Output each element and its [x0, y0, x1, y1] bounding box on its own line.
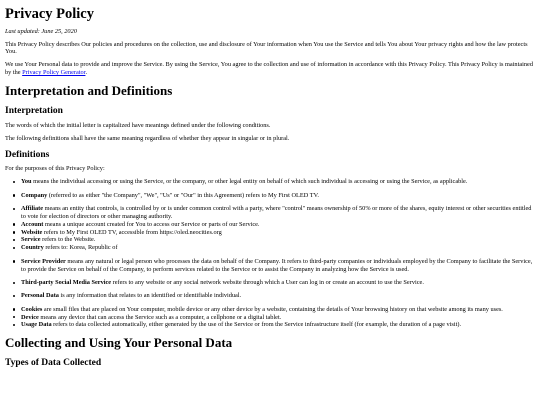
privacy-policy-generator-link[interactable]: Privacy Policy Generator [22, 69, 86, 77]
definitions-intro: For the purposes of this Privacy Policy: [5, 165, 105, 173]
page-title: Privacy Policy [5, 6, 94, 22]
definition-item-you: You means the individual accessing or using the Service, or the company, or other legal entity on behalf of which such individual is accessing or using the Service, as applicable. [21, 178, 535, 186]
interpretation-paragraph-2: The following definitions shall have the same meaning regardless of whether they appear in singular or in plural. [5, 134, 290, 142]
definition-item-personal-data: Personal Data is any information that relates to an identified or identifiable individual. [21, 292, 535, 300]
section-heading-collecting-using: Collecting and Using Your Personal Data [5, 335, 233, 351]
definition-item-service: Service refers to the Website. [21, 236, 535, 244]
definition-item-affiliate: Affiliate means an entity that controls, is controlled by or is under common control with a party, where "control" means ownership of 50% or more of the shares, equity interest or other securities entitled to vote for election of directors or other managing authority. [21, 205, 535, 221]
definition-item-website: Website refers to My First OLED TV, accessible from https://oled.neocities.org [21, 229, 535, 237]
intro-paragraph-1: This Privacy Policy describes Our policies and procedures on the collection, use and disclosure of Your information when You use the Service and tells You about Your privacy rights and how the law protects You. [5, 40, 528, 56]
definition-item-service-provider: Service Provider means any natural or legal person who processes the data on behalf of the Company. It refers to third-party companies or individuals employed by the Company to facilitate the Service, to provide the Service on behalf of the Company, to perform services related to the Service or to assist the Company in analyzing how the Service is used. [21, 258, 535, 274]
intro-paragraph-2: We use Your Personal data to provide and improve the Service. By using the Service, You agree to the collection and use of information in accordance with this Privacy Policy. This Privacy Policy is maintained by the Privacy Policy Generator. [5, 61, 533, 77]
definitions-list [5, 178, 535, 329]
definition-item-device: Device means any device that can access the Service such as a computer, a cellphone or a digital tablet. [21, 314, 535, 322]
last-updated: Last updated: June 25, 2020 [5, 27, 77, 35]
definition-item-account: Account means a unique account created for You to access our Service or parts of our Service. [21, 221, 535, 229]
subheading-interpretation: Interpretation [5, 105, 63, 116]
definition-item-company: Company (referred to as either "the Company", "We", "Us" or "Our" in this Agreement) refers to My First OLED TV. [21, 192, 535, 200]
section-heading-interpretation-definitions: Interpretation and Definitions [5, 82, 173, 98]
subheading-types-of-data: Types of Data Collected [5, 358, 102, 369]
definition-item-cookies: Cookies are small files that are placed on Your computer, mobile device or any other device by a website, containing the details of Your browsing history on that website among its many uses. [21, 306, 535, 314]
definition-item-country: Country refers to: Korea, Republic of [21, 244, 535, 252]
definition-item-third-party-social-media: Third-party Social Media Service refers to any website or any social network website through which a User can log in or create an account to use the Service. [21, 279, 535, 287]
definition-item-usage-data: Usage Data refers to data collected automatically, either generated by the use of the Service or from the Service infrastructure itself (for example, the duration of a page visit). [21, 321, 535, 329]
subheading-definitions: Definitions [5, 149, 50, 160]
interpretation-paragraph-1: The words of which the initial letter is capitalized have meanings defined under the following conditions. [5, 121, 271, 129]
